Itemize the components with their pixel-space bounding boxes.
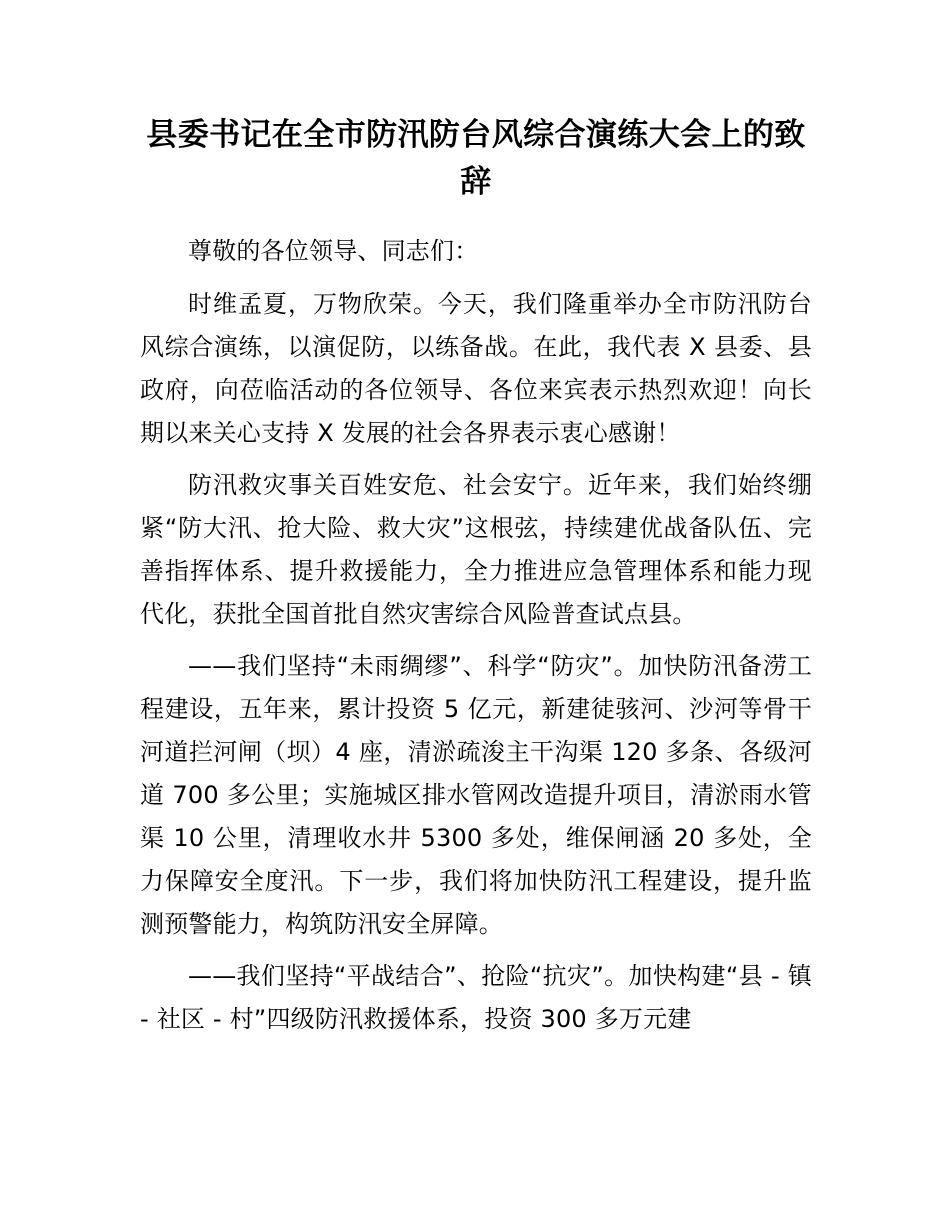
- page-title: 县委书记在全市防汛防台风综合演练大会上的致辞: [146, 117, 806, 200]
- paragraph-opening: 时维孟夏，万物欣荣。今天，我们隆重举办全市防汛防台风综合演练，以演促防，以练备战。在此，我代表 X 县委、县政府，向莅临活动的各位领导、各位来宾表示热烈欢迎！向长期以来关心支持 X 发展的社会各界表示衷心感谢！: [140, 290, 812, 447]
- paragraph-point-two: ——我们坚持“平战结合”、抢险“抗灾”。加快构建“县 - 镇 - 社区 - 村”四级防汛救援体系，投资 300 多万元建: [140, 962, 812, 1033]
- document-content: [140, 0, 812, 1041]
- paragraph-point-one: ——我们坚持“未雨绸缪”、科学“防灾”。加快防汛备涝工程建设，五年来，累计投资 5 亿元，新建徒骇河、沙河等骨干河道拦河闸（坝）4 座，清淤疏浚主干沟渠 120 多条、各级河道 700 多公里；实施城区排水管网改造提升项目，清淤雨水管渠 10 公里，清理收水井 5300 多处，维保闸涵 20 多处，全力保障安全度汛。下一步，我们将加快防汛工程建设，提升监测预警能力，构筑防汛安全屏障。: [140, 652, 812, 938]
- document-body: [140, 230, 812, 1041]
- paragraph-background: 防汛救灾事关百姓安危、社会安宁。近年来，我们始终绷紧“防大汛、抢大险、救大灾”这根弦，持续建优战备队伍、完善指挥体系、提升救援能力，全力推进应急管理体系和能力现代化，获批全国首批自然灾害综合风险普查试点县。: [140, 471, 812, 628]
- paragraph-greeting: 尊敬的各位领导、同志们：: [188, 237, 479, 265]
